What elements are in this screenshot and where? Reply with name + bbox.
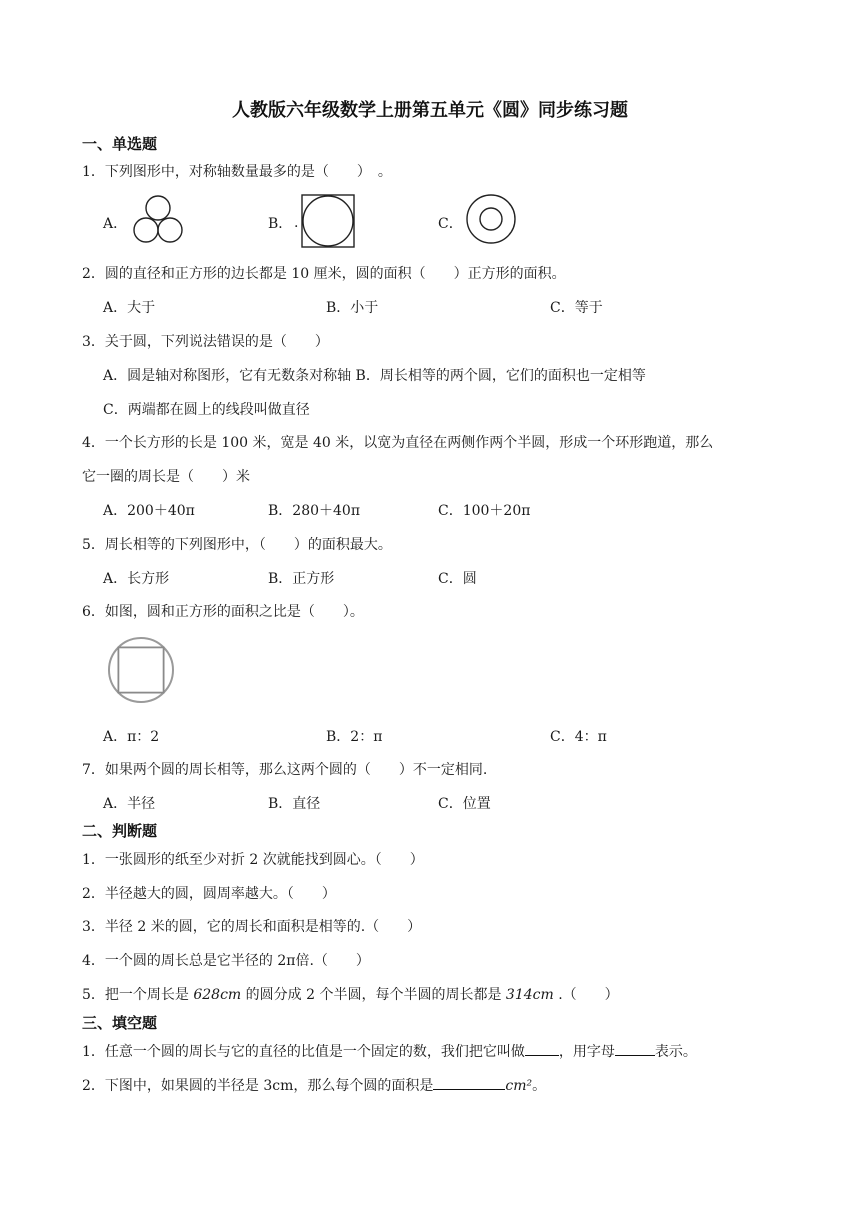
tf-q5-prefix: 5．把一个周长是 xyxy=(82,987,194,1003)
q1-option-c-label: C． xyxy=(438,216,463,232)
question-1-text: 1．下列图形中，对称轴数量最多的是（ ） 。 xyxy=(82,164,392,180)
q7-option-a: A．半径 xyxy=(103,796,156,812)
fill-question-1 xyxy=(82,1041,697,1061)
square-in-circle-figure xyxy=(107,636,175,704)
fill-q1-middle: ，用字母 xyxy=(558,1044,615,1060)
q2-option-b: B．小于 xyxy=(326,300,379,316)
q5-option-b: B．正方形 xyxy=(268,571,335,587)
fill-q1-blank-2[interactable] xyxy=(615,1041,655,1056)
fill-q2-unit: cm² xyxy=(505,1078,533,1094)
question-2-text: 2．圆的直径和正方形的边长都是 10 厘米，圆的面积（ ）正方形的面积。 xyxy=(82,266,566,282)
fill-q1-suffix: 表示。 xyxy=(654,1044,697,1060)
circle-in-square-figure xyxy=(301,194,355,248)
q3-option-c: C．两端都在圆上的线段叫做直径 xyxy=(103,402,310,418)
tf-question-3: 3．半径 2 米的圆，它的周长和面积是相等的.（ ） xyxy=(82,919,422,935)
q6-option-a: A．π：2 xyxy=(103,729,160,745)
q2-option-c: C．等于 xyxy=(550,300,603,316)
fill-q1-prefix: 1．任意一个圆的周长与它的直径的比值是一个固定的数，我们把它叫做 xyxy=(82,1044,525,1060)
q1-option-b-label: B． xyxy=(268,216,293,232)
question-4-text-line2: 它一圈的周长是（ ）米 xyxy=(82,469,250,485)
section-heading-true-false: 二、判断题 xyxy=(82,822,158,840)
q4-option-b: B．280＋40π xyxy=(268,503,361,519)
question-3-text: 3．关于圆，下列说法错误的是（ ） xyxy=(82,334,329,350)
tf-q5-math-314cm: 314cm xyxy=(505,987,554,1003)
tf-q5-middle: 的圆分成 2 个半圆，每个半圆的周长都是 xyxy=(241,987,506,1003)
q7-option-b: B．直径 xyxy=(268,796,321,812)
fill-q2-prefix: 2．下图中，如果圆的半径是 3cm，那么每个圆的面积是 xyxy=(82,1078,434,1094)
three-circles-figure xyxy=(130,194,186,246)
fill-q2-suffix: 。 xyxy=(532,1078,547,1094)
q7-option-c: C．位置 xyxy=(438,796,491,812)
question-6-text: 6．如图，圆和正方形的面积之比是（ ）。 xyxy=(82,604,364,620)
tf-question-2: 2．半径越大的圆，圆周率越大。（ ） xyxy=(82,886,336,902)
section-heading-single-choice: 一、单选题 xyxy=(82,135,158,153)
q1-option-a-label: A． xyxy=(103,216,128,232)
tf-question-1: 1．一张圆形的纸至少对折 2 次就能找到圆心。（ ） xyxy=(82,852,424,868)
tf-question-5 xyxy=(82,984,619,1004)
question-7-text: 7．如果两个圆的周长相等，那么这两个圆的（ ）不一定相同. xyxy=(82,762,488,778)
question-4-text-line1: 4．一个长方形的长是 100 米，宽是 40 米，以宽为直径在两侧作两个半圆，形成一个环形跑道，那么 xyxy=(82,435,714,451)
tf-question-4: 4．一个圆的周长总是它半径的 2π倍.（ ） xyxy=(82,953,370,969)
concentric-circles-figure xyxy=(465,193,517,245)
q1-option-b-dot: . xyxy=(294,215,299,231)
q4-option-c: C．100＋20π xyxy=(438,503,531,519)
tf-q5-math-628cm: 628cm xyxy=(193,987,242,1003)
question-5-text: 5．周长相等的下列图形中，（ ）的面积最大。 xyxy=(82,537,392,553)
section-heading-fill-blank: 三、填空题 xyxy=(82,1014,158,1032)
q6-option-c: C．4：π xyxy=(550,729,607,745)
q5-option-c: C．圆 xyxy=(438,571,477,587)
fill-q2-blank[interactable] xyxy=(433,1075,505,1090)
q3-options-a-b: A．圆是轴对称图形，它有无数条对称轴 B．周长相等的两个圆，它们的面积也一定相等 xyxy=(103,368,646,384)
q2-option-a: A．大于 xyxy=(103,300,156,316)
fill-question-2 xyxy=(82,1075,546,1095)
page-title: 人教版六年级数学上册第五单元《圆》同步练习题 xyxy=(232,100,628,121)
q5-option-a: A．长方形 xyxy=(103,571,170,587)
tf-q5-suffix: .（ ） xyxy=(553,987,619,1003)
q4-option-a: A．200＋40π xyxy=(103,503,195,519)
q6-option-b: B．2：π xyxy=(326,729,383,745)
fill-q1-blank-1[interactable] xyxy=(525,1041,559,1056)
